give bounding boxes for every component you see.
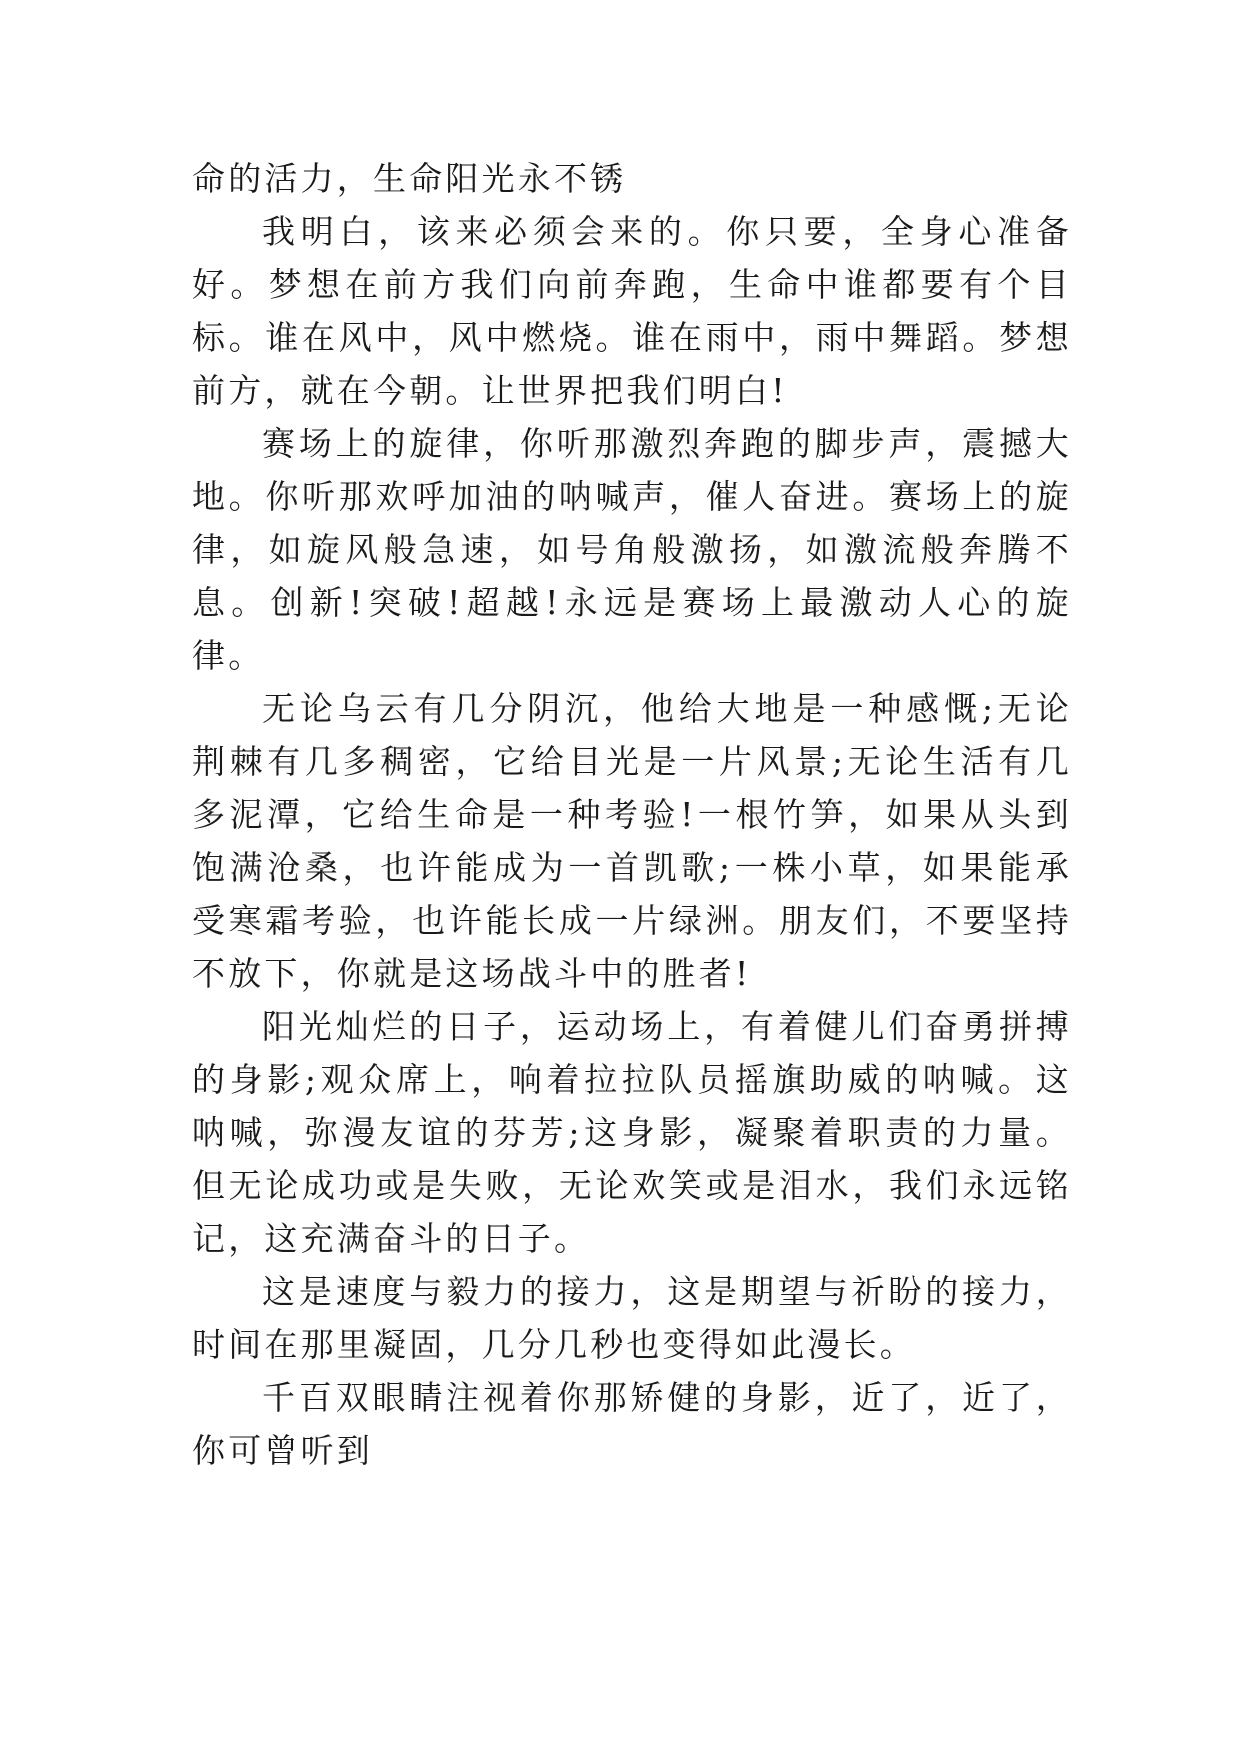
paragraph-1: 命的活力，生命阳光永不锈 (192, 159, 627, 198)
paragraph-7: 千百双眼睛注视着你那矫健的身影，近了，近了，你可曾听到 (192, 1378, 1072, 1470)
paragraph-4: 无论乌云有几分阴沉，他给大地是一种感慨;无论荆棘有几多稠密，它给目光是一片风景;无论生活有几多泥潭，它给生命是一种考验!一根竹笋，如果从头到饱满沧桑，也许能成为一首凯歌;一株小草，如果能承受寒霜考验，也许能长成一片绿洲。朋友们，不要坚持不放下，你就是这场战斗中的胜者! (192, 689, 1072, 993)
paragraph-3: 赛场上的旋律，你听那激烈奔跑的脚步声，震撼大地。你听那欢呼加油的呐喊声，催人奋进。赛场上的旋律，如旋风般急速，如号角般激扬，如激流般奔腾不息。创新!突破!超越!永远是赛场上最激动人心的旋律。 (192, 424, 1072, 675)
document-body (192, 152, 1072, 1477)
paragraph-2: 我明白，该来必须会来的。你只要，全身心准备好。梦想在前方我们向前奔跑，生命中谁都要有个目标。谁在风中，风中燃烧。谁在雨中，雨中舞蹈。梦想前方，就在今朝。让世界把我们明白! (192, 212, 1072, 410)
paragraph-6: 这是速度与毅力的接力，这是期望与祈盼的接力，时间在那里凝固，几分几秒也变得如此漫长。 (192, 1272, 1072, 1364)
paragraph-5: 阳光灿烂的日子，运动场上，有着健儿们奋勇拼搏的身影;观众席上，响着拉拉队员摇旗助威的呐喊。这呐喊，弥漫友谊的芬芳;这身影，凝聚着职责的力量。但无论成功或是失败，无论欢笑或是泪水，我们永远铭记，这充满奋斗的日子。 (192, 1007, 1072, 1258)
